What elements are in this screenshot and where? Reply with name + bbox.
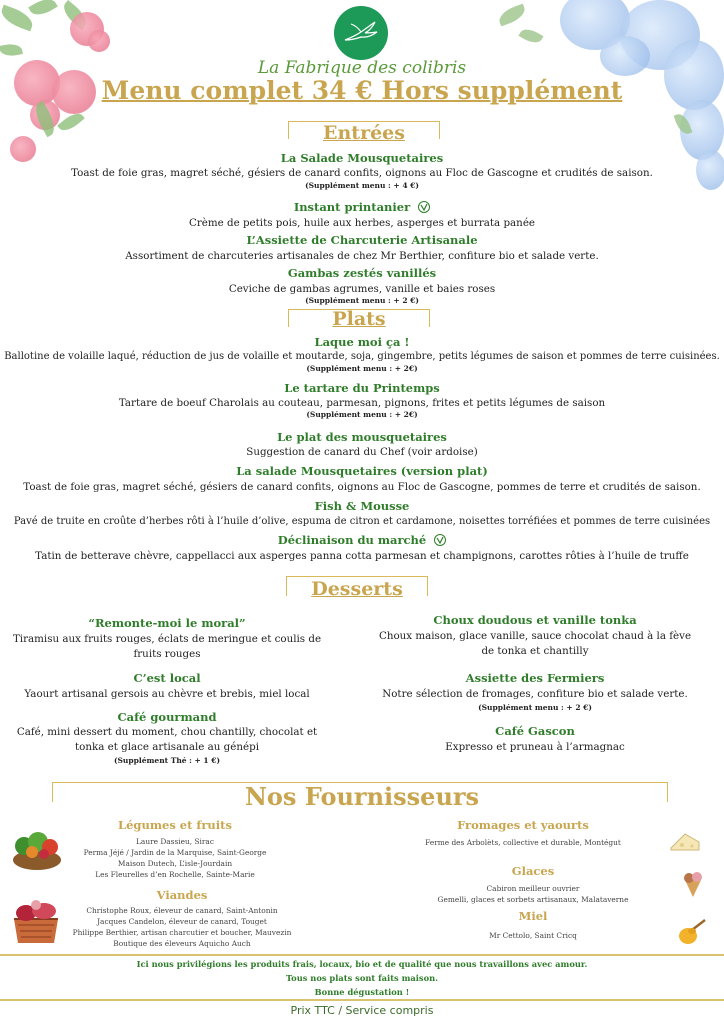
plat-title: Le tartare du Printemps [284,381,440,395]
plat-title-text: Déclinaison du marché [277,533,427,547]
entree-desc: Crème de petits pois, huile aux herbes, asperges et burrata panée [188,217,536,229]
supplier-list [62,836,288,880]
entree-title [0,200,724,214]
entrees-heading: Entrées [323,122,405,144]
dessert-desc [10,632,324,662]
vegetable-basket-icon [10,828,64,872]
dessert-desc [10,725,324,755]
footer-divider [0,954,724,956]
dessert-title: Choux doudous et vanille tonka [433,613,637,627]
dessert-title: Café Gascon [495,724,575,738]
dessert-title: “Remonte-moi le moral” [88,616,246,630]
supplier-item: Les Fleurelles d’en Rochelle, Sainte-Marie [95,870,255,879]
plat-title: Laque moi ça ! [314,335,410,349]
dessert-desc: Expresso et pruneau à l’armagnac [445,741,625,753]
price-note: Prix TTC / Service compris [290,1004,434,1017]
plats-heading: Plats [332,308,386,330]
plat-supplement: (Supplément menu : + 2€) [306,364,418,373]
dessert-title: C’est local [133,671,201,685]
supplier-item: Laure Dassieu, Sirac [136,837,214,846]
charcuterie-basket-icon [8,895,64,947]
dessert-desc: Yaourt artisanal gersois au chèvre et brebis, miel local [24,688,310,700]
footer-text: Bonne dégustation ! [314,987,410,997]
dessert-desc [378,629,692,659]
entree-title: L’Assiette de Charcuterie Artisanale [246,233,478,247]
footer-divider [0,999,724,1001]
plat-title: La salade Mousquetaires (version plat) [236,464,488,478]
plat-title: Le plat des mousquetaires [277,430,447,444]
entree-desc: Assortiment de charcuteries artisanales de chez Mr Berthier, confiture bio et salade verte. [125,250,599,262]
supplier-item: Mr Cettolo, Saint Cricq [489,931,577,940]
plat-supplement: (Supplément menu : + 2€) [306,410,418,419]
supplier-category-title: Miel [518,909,548,923]
entree-title: Gambas zestés vanillés [287,266,437,280]
hummingbird-icon [341,18,381,48]
supplier-category-title: Viandes [156,888,208,902]
plat-desc: Suggestion de canard du Chef (voir ardoise) [246,446,478,458]
dessert-title: Assiette des Fermiers [465,671,605,685]
supplier-category-title: Glaces [511,864,555,878]
plat-desc: Pavé de truite en croûte d’herbes rôti à l’huile d’olive, espuma de citron et cardamone, noisettes torréfiées et pommes de terre cuisinées [13,516,711,527]
plat-desc: Tatin de betterave chèvre, cappellacci aux asperges panna cotta parmesan et champignons, carottes rôties à l’huile de truffe [35,550,689,562]
dessert-desc-line: Café, mini dessert du moment, chou chantilly, chocolat et [16,726,318,738]
supplier-item: Ferme des Arbolèts, collective et durable, Montégut [425,838,621,847]
plat-desc: Toast de foie gras, magret séché, gésiers de canard confits, oignons au Floc de Gascogne, pommes de terre et crudités de saison. [23,481,701,493]
dessert-desc-line: Choux maison, glace vanille, sauce chocolat chaud à la fève [378,630,692,642]
brand-name: La Fabrique des colibris [257,58,467,78]
plat-title [0,533,724,547]
entree-title-text: Instant printanier [293,200,411,214]
dessert-supplement: (Supplément menu : + 2 €) [478,703,592,712]
plat-title: Fish & Mousse [314,499,410,513]
footer-text: Tous nos plats sont faits maison. [285,973,439,983]
supplier-item: Cabiron meilleur ouvrier [486,884,580,893]
plat-desc: Ballotine de volaille laqué, réduction de jus de volaille et moutarde, soja, gingembre, petits légumes de saison et pommes de terre cuisinées. [4,351,720,362]
hummingbird-logo [334,6,388,60]
entree-title: La Salade Mousquetaires [280,151,444,165]
supplier-item: Gemelli, glaces et sorbets artisanaux, Malataverne [437,895,629,904]
menu-title: Menu complet 34 € Hors supplément [101,76,623,105]
supplier-category-title: Fromages et yaourts [457,818,589,832]
vegetarian-leaf-icon [418,201,430,213]
vegetarian-leaf-icon [434,534,446,546]
dessert-desc: Notre sélection de fromages, confiture bio et salade verte. [382,688,688,700]
ice-cream-icon [680,870,706,898]
supplier-item: Perma Jéjé / Jardin de la Marquise, Saint-George [83,848,267,857]
fournisseurs-heading: Nos Fournisseurs [244,782,480,811]
supplier-category-title: Légumes et fruits [118,818,232,832]
plat-desc: Tartare de boeuf Charolais au couteau, parmesan, pignons, frites et petits légumes de saison [118,397,606,409]
entree-supplement: (Supplément menu : + 4 €) [305,181,419,190]
supplier-list [400,883,666,905]
supplier-list [62,905,302,949]
supplier-item: Philippe Berthier, artisan charcutier et boucher, Mauvezin [72,928,292,937]
entree-desc: Toast de foie gras, magret séché, gésiers de canard confits, oignons au Floc de Gascogne et crudités de saison. [71,167,653,179]
dessert-desc-line: de tonka et chantilly [481,645,589,657]
dessert-desc-line: tonka et glace artisanale au génépi [75,741,259,753]
desserts-heading: Desserts [311,578,403,600]
dessert-desc-line: fruits rouges [133,648,201,660]
dessert-desc-line: Tiramisu aux fruits rouges, éclats de meringue et coulis de [12,633,322,645]
entree-desc: Ceviche de gambas agrumes, vanille et baies roses [228,283,496,295]
supplier-item: Christophe Roux, éleveur de canard, Saint-Antonin [86,906,278,915]
entree-supplement: (Supplément menu : + 2 €) [305,296,419,305]
honey-icon [676,918,708,946]
dessert-title: Café gourmand [117,710,217,724]
supplier-item: Boutique des éleveurs Aquicho Auch [113,939,251,948]
cheese-icon [668,828,702,854]
supplier-item: Jacques Candelon, éleveur de canard, Touget [97,917,267,926]
dessert-supplement: (Supplément Thé : + 1 €) [113,756,221,765]
supplier-item: Maison Dutech, L’isle-Jourdain [117,859,233,868]
footer-text: Ici nous privilégions les produits frais, locaux, bio et de qualité que nous travaillons avec amour. [136,959,588,969]
